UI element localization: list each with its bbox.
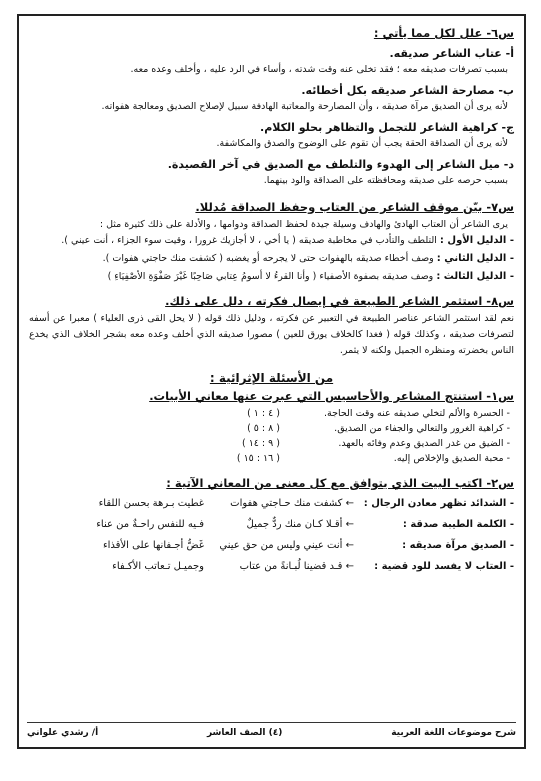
s2-row	[29, 535, 514, 556]
s1-row-ref: ( ٨ : ٥ )	[247, 423, 280, 434]
s2-meaning: - الكلمة الطيبة صدقة :	[402, 519, 514, 530]
q6-item-d-head: د- ميل الشاعر إلى الهدوء والتلطف مع الصديق في آخر القصيدة.	[167, 158, 514, 171]
q7-evidence-2	[29, 250, 514, 268]
s2-title-text: س٢- اكتب البيت الذي يتوافق مع كل معنى من المعاني الآتية :	[166, 476, 514, 490]
s1-title	[29, 389, 514, 403]
s1-row-ref: ( ٤ : ١ )	[247, 408, 280, 419]
s1-row-text: - الضيق من غدر الصديق وعدم وفائه بالعهد.	[338, 438, 510, 449]
q7-evidence-1	[29, 232, 514, 250]
q6-item-b-text: لأنه يرى أن الصديق مرآة صديقه ، وأن المصارحة والمعاتبة الهادفة سبيل لإصلاح الصديق ومعالجة هفواته.	[101, 101, 508, 112]
s2-verse-second-half: فـيه للنفس راحـةٌ من عناء	[96, 519, 204, 530]
q7-evidence-3-label: - الدليل الثالث :	[436, 271, 514, 282]
page-footer	[27, 722, 516, 743]
s1-row-ref: ( ١٦ : ١٥ )	[236, 453, 280, 464]
s2-table	[29, 493, 514, 577]
q7-intro: يرى الشاعر أن العتاب الهادئ والهادف وسيلة جيدة لحفظ الصداقة ودوامها ، والأدلة على ذلك كثيرة مثل :	[99, 219, 508, 230]
q6-item-d-text: بسبب حرصه على صديقه ومحافظته على الصداقة والود بينهما.	[263, 175, 508, 186]
s2-meaning: - الصديق مرآة صديقه :	[402, 540, 514, 551]
q6-item-a-text: بسبب تصرفات صديقه معه ؛ فقد تخلى عنه وقت شدته ، وأساء في الرد عليه ، وأخلف وعده معه.	[130, 64, 508, 75]
s1-row-text: - محبة الصديق والإخلاص إليه.	[393, 453, 510, 464]
footer-grade: الصف العاشر	[206, 728, 266, 738]
q6-item-a-head: أ- عتاب الشاعر صديقه.	[389, 47, 514, 60]
s1-row	[29, 406, 510, 421]
s1-row-text: - الحسرة والألم لتخلي صديقه عنه وقت الحاجة.	[324, 408, 510, 419]
q8-answer: نعم لقد استثمر الشاعر عناصر الطبيعة في التعبير عن فكرته ، ودليل ذلك قوله ( لا يحل القى ذرى العلياء ) معبرا عن أسفه لتصرفات صديقه ، وكذلك قوله ( فغدا كالخلاف يورق للعين ) مصورا صديقه الذي أخلف وعده معه بشجر الخلاف الذي يخدع الناس بخضرته ومنظره الجميل ولكنه لا يثمر.	[29, 313, 514, 356]
q8-title-text: س٨- استثمر الشاعر الطبيعة في إيصال فكرته ، دلل على ذلك.	[165, 294, 514, 308]
q8-title	[29, 294, 514, 308]
enrichment-section-title	[29, 371, 514, 385]
q7-evidence-1-text: التلطف والتأدب في مخاطبة صديقه ( يا أخي ، لا أجازيك غرورا ، وقيت سوء الجزاء ، أنت عيني ).	[61, 235, 437, 246]
q7-title-text: س٧- بيّن موقف الشاعر من العتاب وحفظ الصداقة مُدللا.	[195, 200, 514, 214]
s2-verse-second-half: غطيت بـرهة بحسن اللقاء	[98, 498, 204, 509]
footer-author: أ/ رشدي علواني	[27, 728, 99, 738]
s1-title-text: س١- استنتج المشاعر والأحاسيس التي عبرت عنها معاني الأبيات.	[149, 389, 514, 403]
q6-title-text: س٦- علل لكل مما يأتي :	[373, 26, 514, 40]
footer-grade-page	[207, 728, 282, 738]
s2-verse-second-half: غَضُّ أجـفانها على الأقذاء	[102, 540, 204, 551]
s2-verse-second-half: وجميـل تـعاتب الأكـفاء	[112, 561, 204, 572]
footer-page-number: (٤)	[268, 728, 283, 738]
worksheet-page	[17, 14, 526, 749]
s2-row	[29, 556, 514, 577]
s1-row-text: - كراهية الغرور والتعالي والجفاء من الصديق.	[334, 423, 510, 434]
s1-row	[29, 451, 510, 466]
q7-evidence-2-text: وصف أخطاء صديقه بالهفوات حتى لا يجرحه أو يغضبه ( كشفت منك حاجتي هفوات ).	[102, 253, 434, 264]
s2-meaning: - العتاب لا يفسد للود قضية :	[374, 561, 514, 572]
q7-evidence-2-label: - الدليل الثاني :	[436, 253, 514, 264]
s2-verse-first-half: ← أقـلا كـان منك ردٌّ جميلٌ	[246, 519, 354, 530]
q7-evidence-1-label: - الدليل الأول :	[439, 235, 514, 246]
s2-verse-first-half: ← قـد قضينا لُبـانةً من عتاب	[239, 561, 354, 572]
s2-row	[29, 493, 514, 514]
s2-verse-first-half: ← كشفت منك حـاجتي هفوات	[230, 498, 354, 509]
s1-row	[29, 421, 510, 436]
s2-row	[29, 514, 514, 535]
q6-title	[29, 26, 514, 40]
q7-title	[29, 200, 514, 214]
s2-verse-first-half: ← أنت عيني وليس من حق عيني	[219, 540, 354, 551]
s1-row-ref: ( ٩ : ١٤ )	[241, 438, 280, 449]
enrichment-section-title-text: من الأسئلة الإثرائية :	[209, 371, 334, 385]
s1-row	[29, 436, 510, 451]
s2-title	[29, 476, 514, 490]
footer-subject: شرح موضوعات اللغة العربية	[391, 728, 516, 738]
q7-evidence-3	[29, 268, 514, 286]
q6-item-b-head: ب- مصارحة الشاعر صديقه بكل أخطائه.	[301, 84, 514, 97]
s2-meaning: - الشدائد تظهر معادن الرجال :	[363, 498, 514, 509]
q6-item-c-head: ج- كراهية الشاعر للتجمل والتظاهر بحلو الكلام.	[260, 121, 514, 134]
q7-evidence-3-text: وصف صديقه بصفوة الأصفياء ( وأنا القرءُ لا أسومُ عِتابي صَاحِبًا غَيْرَ صَفْوَةِ الأصْفِيَاءِ )	[107, 271, 434, 282]
q6-item-c-text: لأنه يرى أن الصداقة الحقة يجب أن تقوم على الوضوح والصدق والمكاشفة.	[216, 138, 508, 149]
